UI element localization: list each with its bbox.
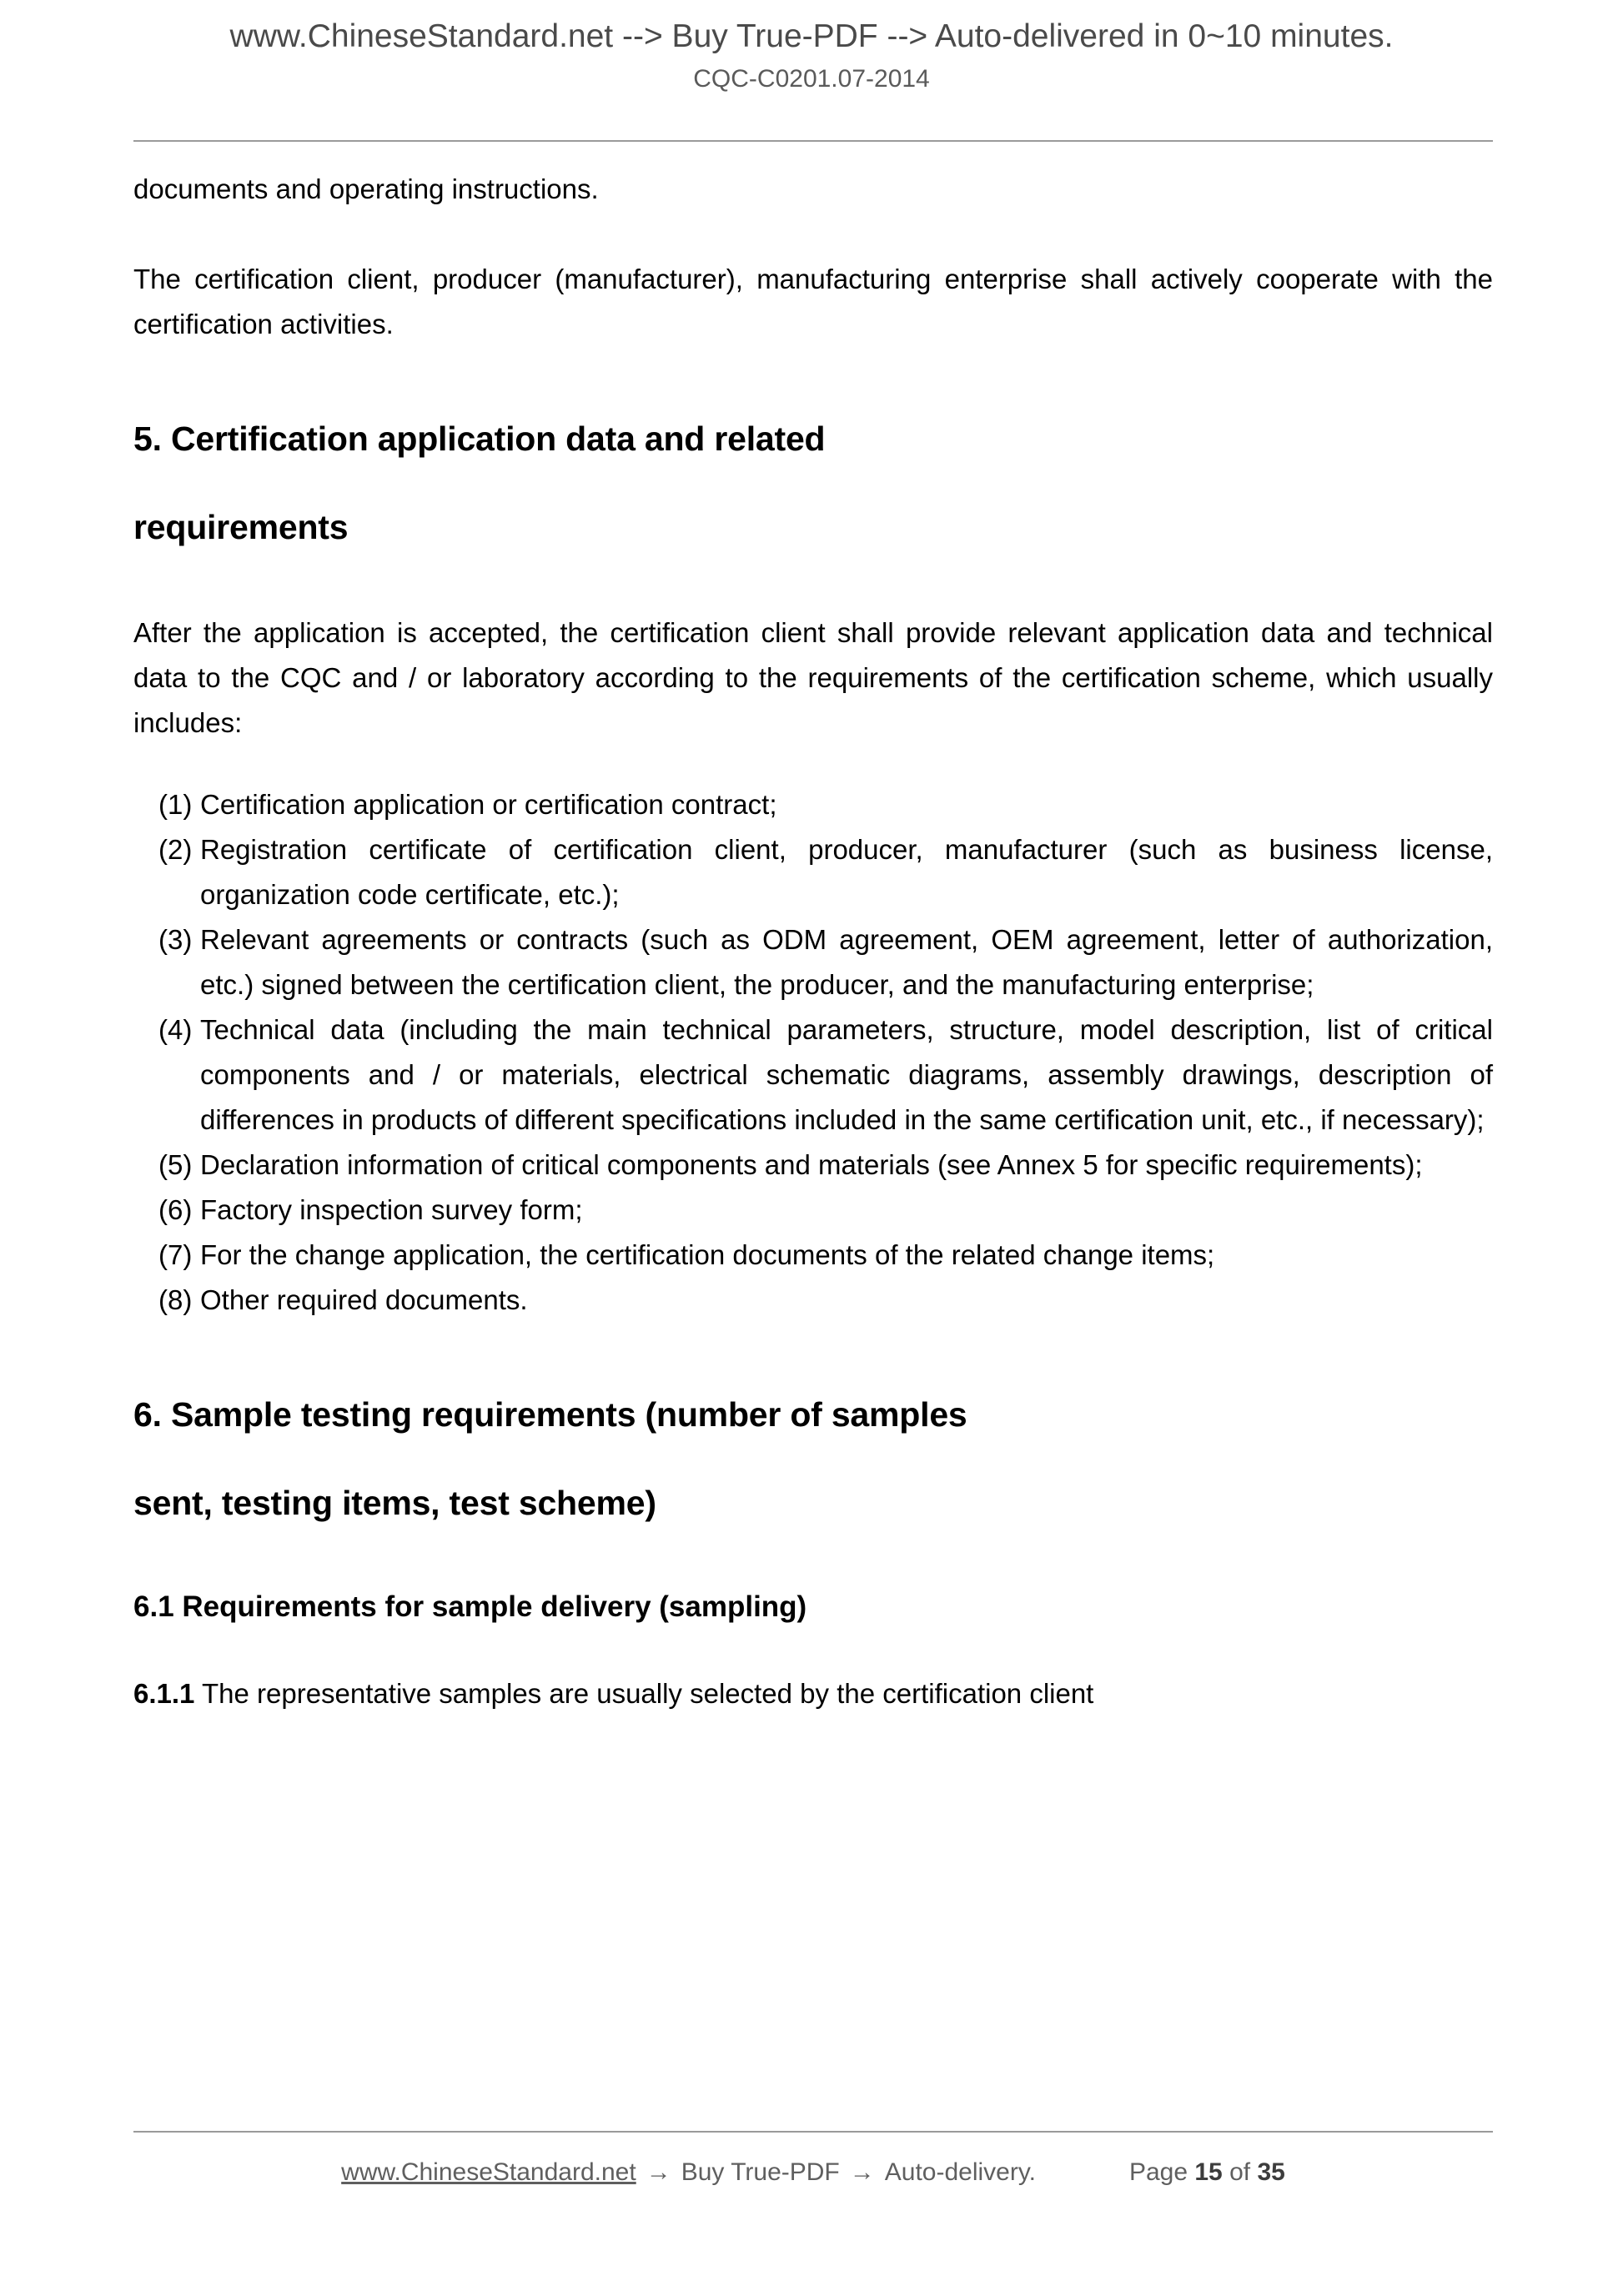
application-data-list [133,782,1493,1323]
footer-buy-text: Buy True-PDF [681,2158,840,2186]
list-item [133,917,1493,1007]
list-item-marker: (2) [158,834,193,865]
list-item [133,1143,1493,1188]
list-item-text: Technical data (including the main technical parameters, structure, model description, list of critical components and / or materials, electrical schematic diagrams, assembly drawings, description of differences in products of different specifications included in the same certification unit, etc., if necessary); [200,1014,1493,1135]
page-label: Page [1128,2158,1188,2186]
list-item-marker: (1) [158,789,193,820]
section-5-heading-line-2: requirements [133,508,349,546]
list-item-marker: (6) [158,1194,193,1225]
list-item-marker: (8) [158,1284,193,1315]
list-item-text: Relevant agreements or contracts (such as ODM agreement, OEM agreement, letter of authorization, etc.) signed between the certification client, the producer, and the manufacturing enterprise; [200,924,1493,1000]
footer-divider [133,2131,1493,2133]
list-item [133,1188,1493,1233]
header-divider [133,140,1493,142]
list-item-marker: (7) [158,1239,193,1270]
page-indicator [1129,2158,1285,2187]
section-5-heading-line-1: 5. Certification application data and related [133,420,826,458]
section-6-heading-line-2: sent, testing items, test scheme) [133,1484,656,1522]
paragraph-continued: documents and operating instructions. [133,173,599,204]
list-item-text: Registration certificate of certification client, producer, manufacturer (such as business license, organization code certificate, etc.); [200,834,1493,910]
list-item [133,1278,1493,1323]
list-item [133,827,1493,917]
list-item-marker: (5) [158,1149,193,1180]
list-item-text: For the change application, the certification documents of the related change items; [200,1239,1215,1270]
section-6-1-heading: 6.1 Requirements for sample delivery (sampling) [133,1590,807,1623]
footer-site-link[interactable]: www.ChineseStandard.net [341,2158,636,2186]
footer-delivery-text: Auto-delivery. [884,2158,1036,2186]
page-footer [133,2158,1493,2187]
arrow-right-icon: → [646,2158,671,2186]
page-of-label: of [1229,2158,1251,2186]
list-item-text: Certification application or certification contract; [200,789,777,820]
page-total: 35 [1257,2158,1285,2186]
paragraph-6-1-1 [133,1673,1493,1715]
list-item-text: Factory inspection survey form; [200,1194,583,1225]
list-item [133,782,1493,827]
section-6-heading-line-1: 6. Sample testing requirements (number of samples [133,1395,967,1434]
list-item-text: Declaration information of critical components and materials (see Annex 5 for specific requirements); [200,1149,1423,1180]
paragraph-6-1-1-text: The representative samples are usually selected by the certification client [194,1678,1094,1709]
list-item [133,1233,1493,1278]
list-item-text: Other required documents. [200,1284,528,1315]
page-current: 15 [1194,2158,1223,2186]
list-item-marker: (4) [158,1014,193,1045]
document-content [133,167,1493,1715]
paragraph-6-1-1-number: 6.1.1 [133,1678,195,1709]
paragraph-cooperate: The certification client, producer (manufacturer), manufacturing enterprise shall actively cooperate with the certification activities. [133,264,1493,339]
document-number: CQC-C0201.07-2014 [693,65,930,93]
promo-banner-text: www.ChineseStandard.net --> Buy True-PDF --> Auto-delivered in 0~10 minutes. [229,18,1394,54]
arrow-right-icon-2: → [849,2158,875,2186]
list-item-marker: (3) [158,924,193,955]
paragraph-after-application: After the application is accepted, the certification client shall provide relevant application data and technical data to the CQC and / or laboratory according to the requirements of the certification scheme, which usually includes: [133,617,1493,738]
list-item [133,1007,1493,1143]
